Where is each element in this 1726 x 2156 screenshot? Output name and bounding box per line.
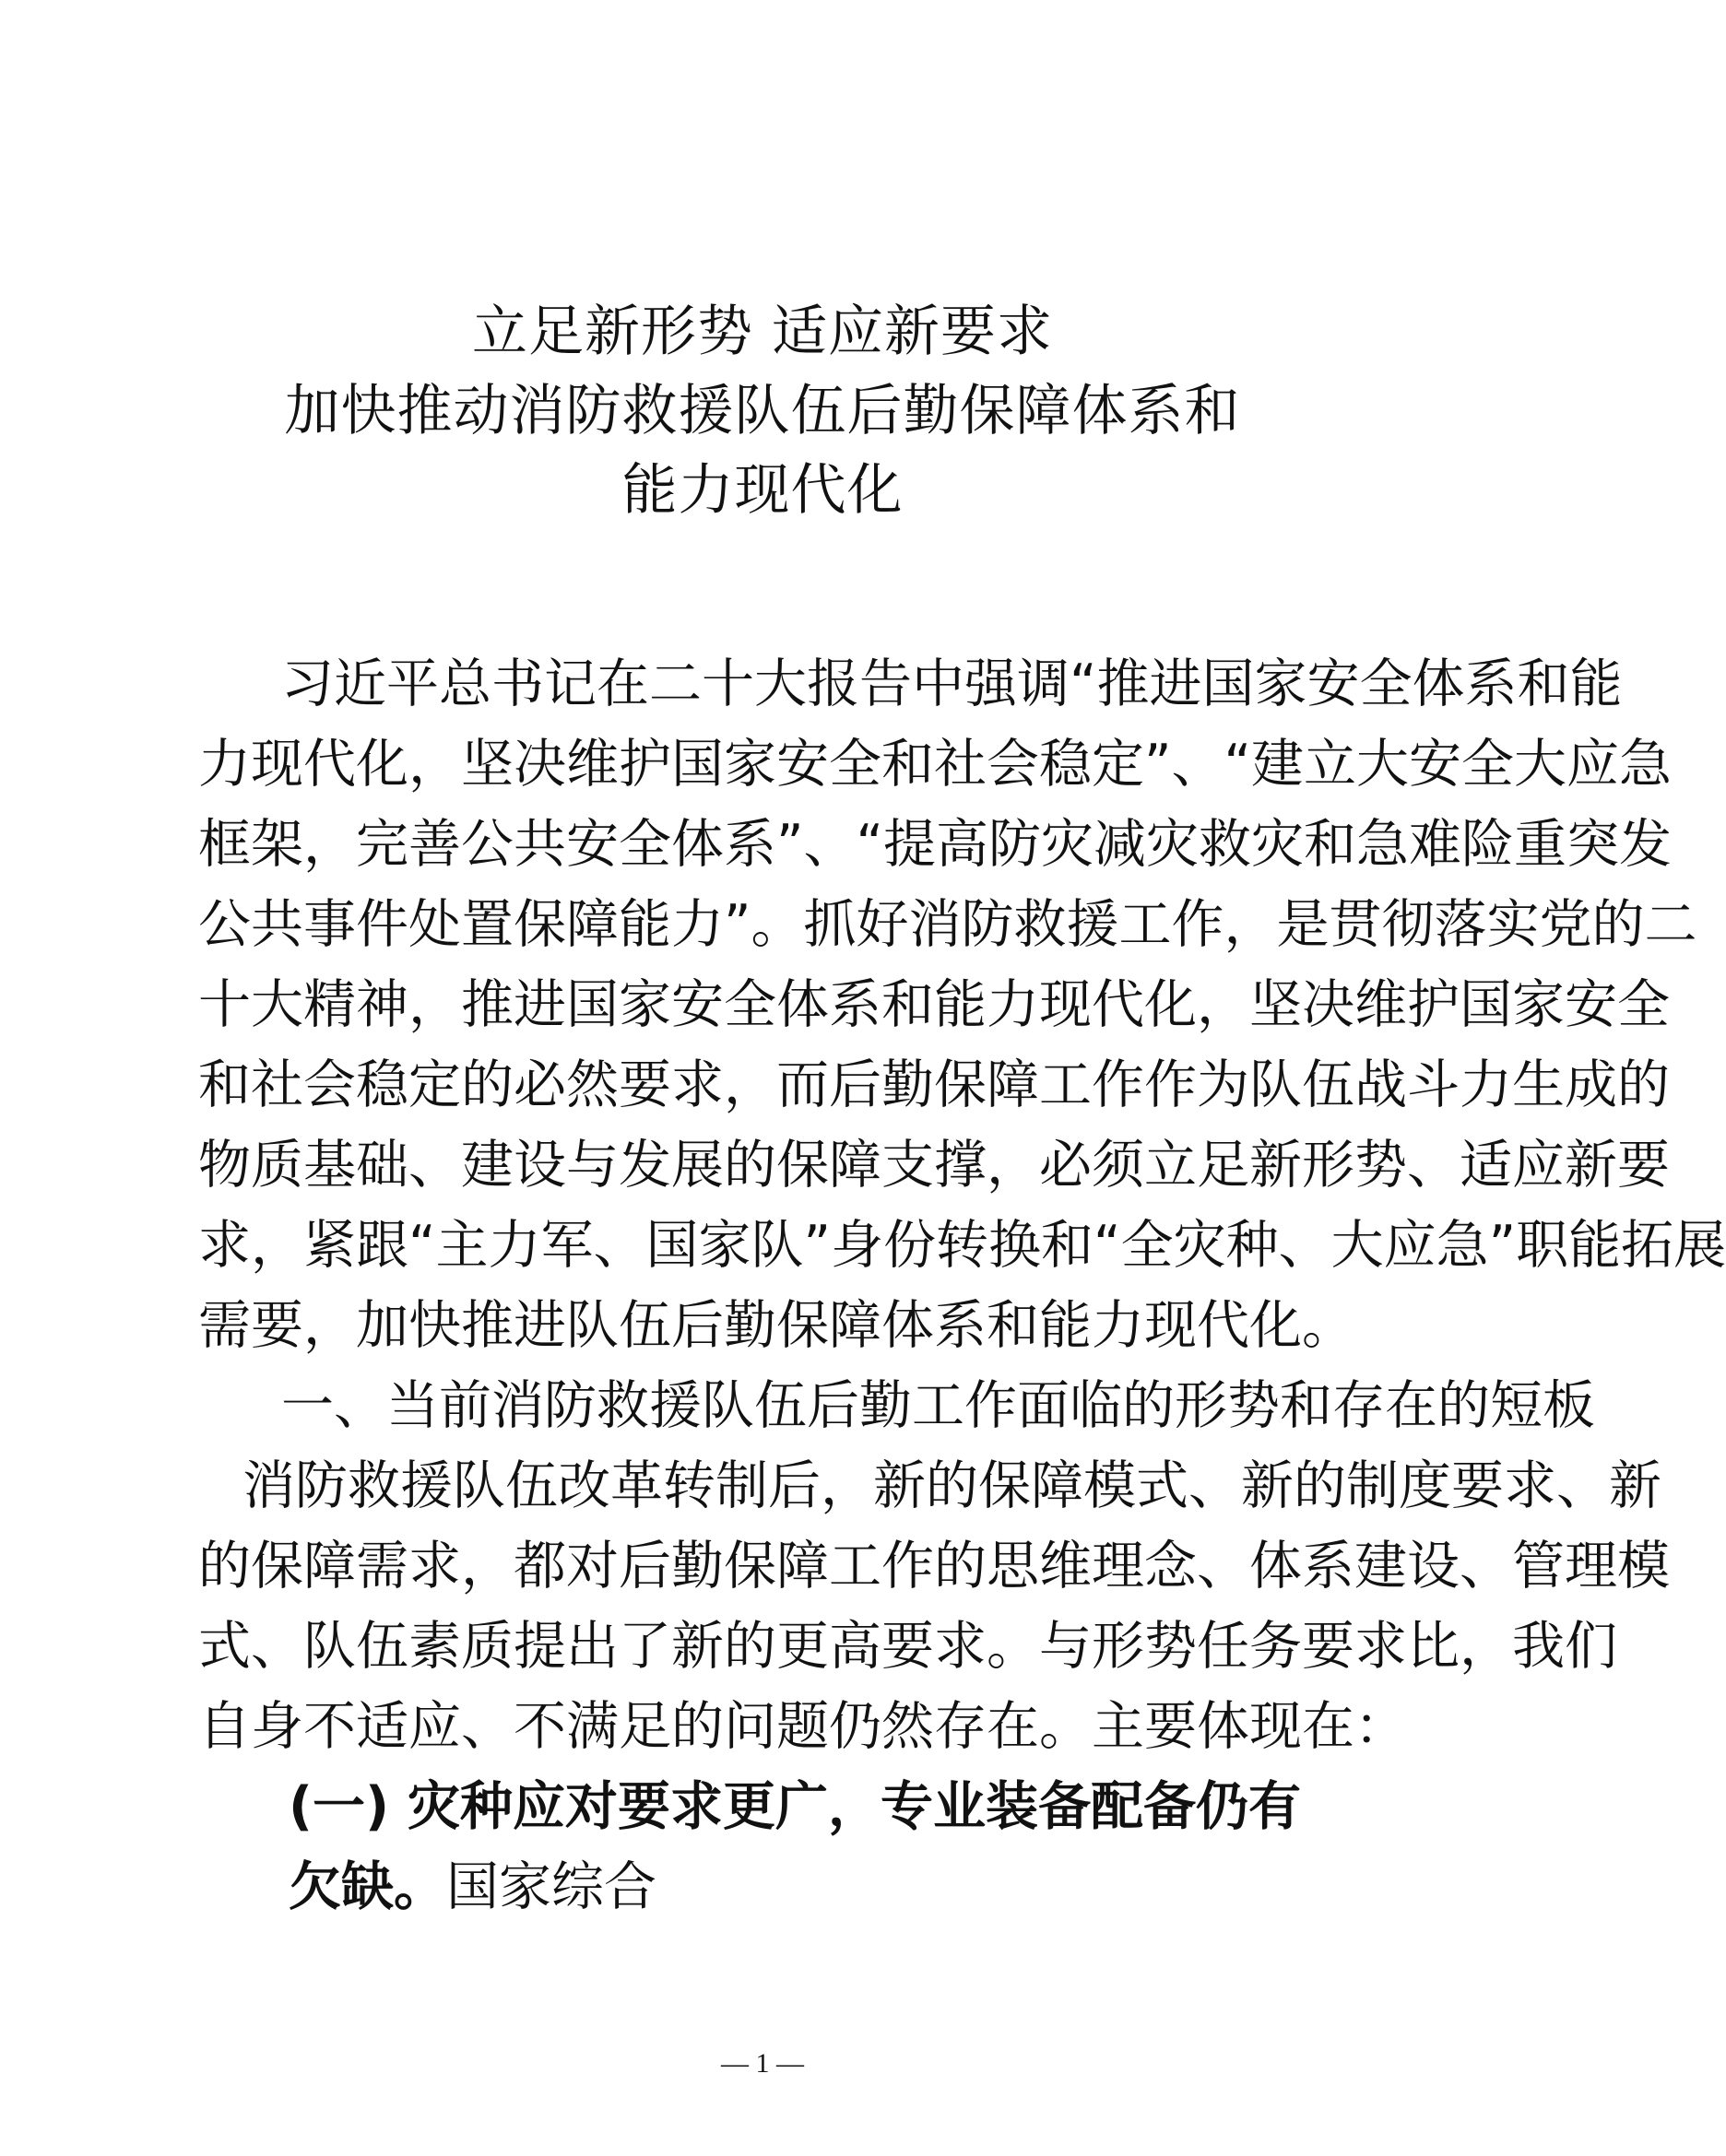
subheading-bold: (一) 灾种应对要求更广，专业装备配备仍有欠缺。 (289, 1776, 1301, 1917)
title-line: 加快推动消防救援队伍后勤保障体系和 (284, 379, 1241, 443)
document-body (198, 644, 1726, 1927)
section-heading: 一、当前消防救援队伍后勤工作面临的形势和存在的短板 (281, 1375, 1595, 1436)
paragraph-line: 十大精神，推进国家安全体系和能力现代化，坚决维护国家安全 (198, 974, 1670, 1035)
title-line: 能力现代化 (621, 458, 904, 523)
subheading-line (198, 1767, 1338, 1927)
paragraph-line: 和社会稳定的必然要求，而后勤保障工作作为队伍战斗力生成的 (198, 1054, 1670, 1115)
paragraph-line: 物质基础、建设与发展的保障支撑，必须立足新形势、适应新要 (198, 1135, 1670, 1196)
title-line: 立足新形势 适应新要求 (471, 300, 1054, 364)
paragraph-line: 的保障需求，都对后勤保障工作的思维理念、体系建设、管理模 (198, 1536, 1670, 1596)
paragraph-line: 框架，完善公共安全体系”、“提高防灾减灾救灾和急难险重突发 (198, 814, 1673, 875)
paragraph-line: 习近平总书记在二十大报告中强调“推进国家安全体系和能 (281, 654, 1623, 714)
paragraph-line: 式、队伍素质提出了新的更高要求。与形势任务要求比，我们 (198, 1616, 1617, 1677)
paragraph-line: 公共事件处置保障能力”。抓好消防救援工作，是贯彻落实党的二 (198, 894, 1697, 955)
subheading-continuation: 国家综合 (446, 1856, 656, 1917)
page-number: — 1 — (721, 2048, 804, 2079)
paragraph-line: 自身不适应、不满足的问题仍然存在。主要体现在： (198, 1696, 1407, 1757)
paragraph-line: 力现代化，坚决维护国家安全和社会稳定”、“建立大安全大应急 (198, 734, 1673, 795)
paragraph-line: 需要，加快推进队伍后勤保障体系和能力现代化。 (198, 1295, 1354, 1356)
paragraph-line: 求，紧跟“主力军、国家队”身份转换和“全灾种、大应急”职能拓展 (198, 1215, 1726, 1276)
document-title (0, 292, 1525, 530)
paragraph-line: 消防救援队伍改革转制后，新的保障模式、新的制度要求、新 (242, 1455, 1661, 1516)
